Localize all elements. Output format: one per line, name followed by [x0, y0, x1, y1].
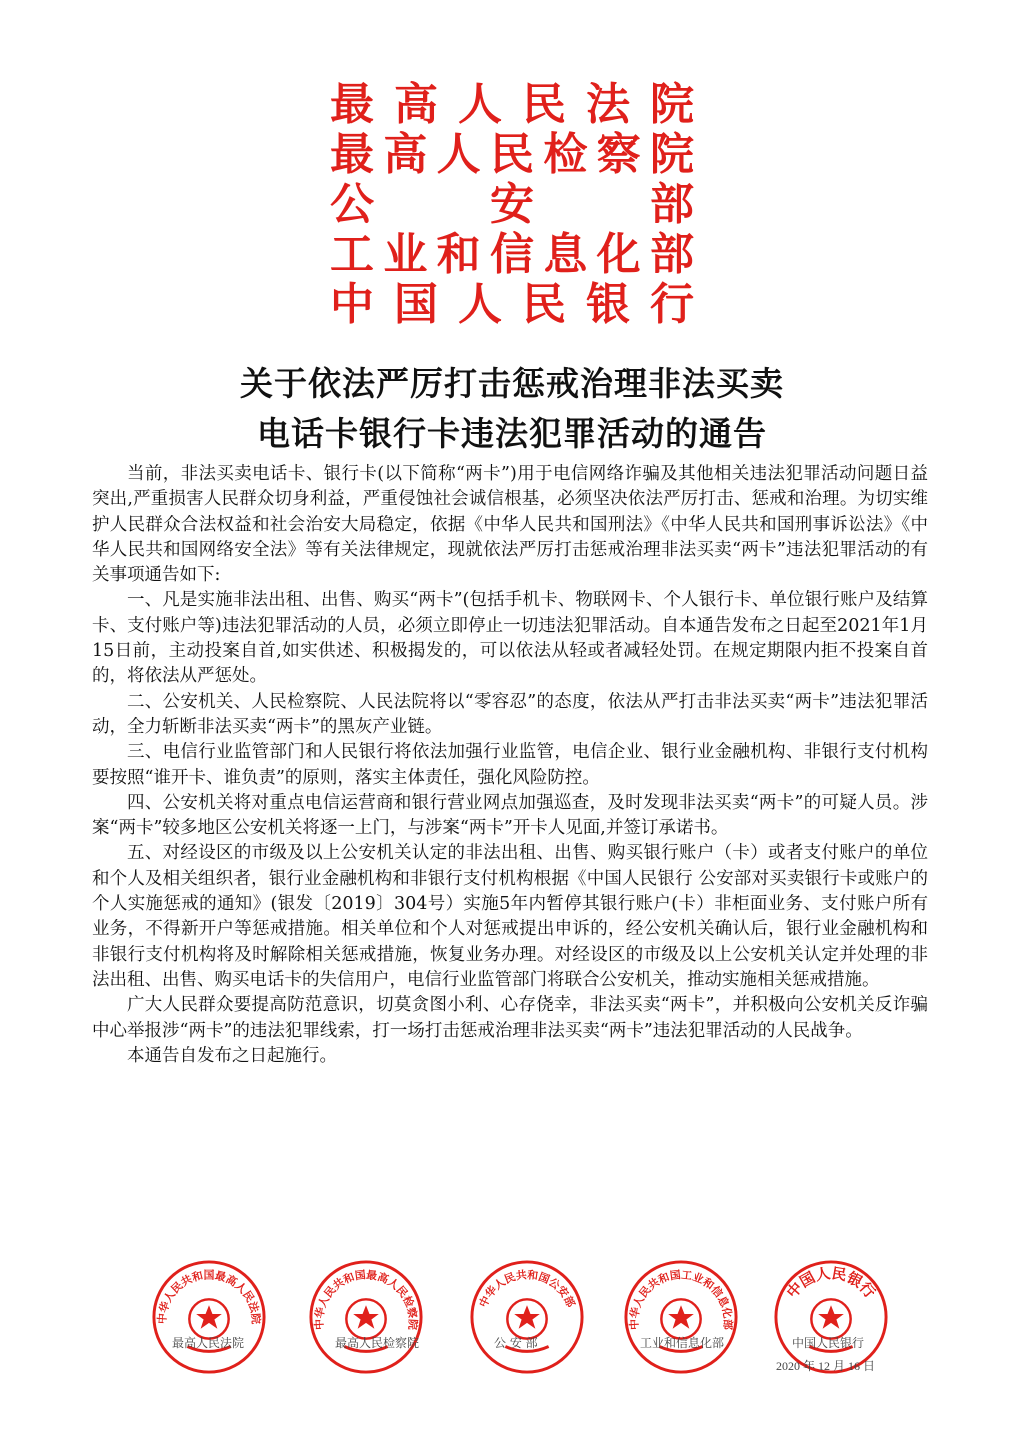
agency-char: 息	[543, 229, 588, 280]
seal-stamp-1	[150, 1258, 268, 1376]
agency-char: 人	[436, 129, 481, 180]
paragraph-intro: 当前，非法买卖电话卡、银行卡(以下简称“两卡”)用于电信网络诈骗及其他相关违法犯罪活动问题日益突出,严重损害人民群众切身利益，严重侵蚀社会诚信根基，必须坚决依法严厉打击、惩戒和治理。为切实维护人民群众合法权益和社会治安大局稳定，依据《中华人民共和国刑法》《中华人民共和国刑事诉讼法》《中华人民共和国网络安全法》等有关法律规定，现就依法严厉打击惩戒治理非法买卖“两卡”违法犯罪活动的有关事项通告如下:	[92, 464, 928, 586]
agency-name-1	[330, 80, 694, 130]
agency-char: 民	[522, 279, 566, 330]
agency-char: 信	[489, 229, 534, 280]
notice-title-line-2: 电话卡银行卡违法犯罪活动的通告	[257, 414, 767, 453]
seal-emblem-icon	[468, 1258, 586, 1376]
agency-char: 院	[649, 129, 694, 180]
agency-char: 最	[330, 79, 374, 130]
seal-stamp-2	[307, 1258, 425, 1376]
agency-char: 和	[436, 229, 481, 280]
agency-char: 部	[649, 229, 694, 280]
agency-char: 民	[522, 79, 566, 130]
agency-char: 部	[650, 179, 694, 230]
paragraph-item-4: 四、公安机关将对重点电信运营商和银行营业网点加强巡查，及时发现非法买卖“两卡”的可疑人员。涉案“两卡”较多地区公安机关将逐一上门，与涉案“两卡”开卡人见面,并签订承诺书。	[92, 792, 928, 839]
paragraph-item-1: 一、凡是实施非法出租、出售、购买“两卡”(包括手机卡、物联网卡、个人银行卡、单位银行账户及结算卡、支付账户等)违法犯罪活动的人员，必须立即停止一切违法犯罪活动。自本通告发布之日起至2021年1月15日前，主动投案自首,如实供述、积极揭发的，可以依法从轻或者减轻处罚。在规定期限内拒不投案自首的，将依法从严惩处。	[92, 590, 928, 687]
agency-char: 最	[330, 129, 374, 180]
seal-emblem-icon	[150, 1258, 268, 1376]
agency-char: 检	[543, 129, 588, 180]
agency-char: 安	[490, 179, 534, 230]
agency-char: 法	[586, 79, 630, 130]
seal-stamp-4	[622, 1258, 740, 1376]
issue-date: 2020 年 12 月 16 日	[776, 1359, 876, 1373]
agency-char: 化	[596, 229, 641, 280]
agency-char: 人	[458, 79, 502, 130]
issuing-agencies	[330, 80, 694, 330]
paragraph-item-2: 二、公安机关、人民检察院、人民法院将以“零容忍”的态度，依法从严打击非法买卖“两卡”违法犯罪活动，全力斩断非法买卖“两卡”的黑灰产业链。	[92, 691, 928, 737]
seal-label-miit: 工业和信息化部	[640, 1336, 725, 1350]
svg-text:中华人民共和国最高人民检察院: 中华人民共和国最高人民检察院	[312, 1268, 420, 1331]
paragraph-appeal: 广大人民群众要提高防范意识，切莫贪图小利、心存侥幸，非法买卖“两卡”，并积极向公安机关反诈骗中心举报涉“两卡”的违法犯罪线索，打一场打击惩戒治理非法买卖“两卡”违法犯罪活动的人民战争。	[92, 995, 928, 1041]
svg-text:中华人民共和国工业和信息化部: 中华人民共和国工业和信息化部	[627, 1268, 735, 1331]
notice-title-line-1: 关于依法严厉打击惩戒治理非法买卖	[240, 364, 784, 403]
agency-char: 国	[394, 279, 438, 330]
agency-name-3	[330, 180, 694, 230]
seal-label-procuratorate: 最高人民检察院	[335, 1336, 420, 1350]
agency-char: 业	[383, 229, 428, 280]
agency-char: 院	[650, 79, 694, 130]
agency-char: 察	[596, 129, 641, 180]
agency-char: 行	[650, 279, 694, 330]
seal-label-pboc: 中国人民银行	[792, 1336, 865, 1350]
agency-char: 民	[489, 129, 534, 180]
agency-char: 高	[394, 79, 438, 130]
svg-text:中华人民共和国最高人民法院: 中华人民共和国最高人民法院	[155, 1268, 263, 1325]
agency-char: 中	[330, 279, 374, 330]
seal-emblem-icon	[307, 1258, 425, 1376]
seal-label-public-security: 公 安 部	[494, 1336, 538, 1350]
seal-stamp-3	[468, 1258, 586, 1376]
agency-name-4	[330, 230, 694, 280]
svg-text:中华人民共和国公安部: 中华人民共和国公安部	[476, 1268, 578, 1310]
agency-name-5	[330, 280, 694, 330]
svg-text:中国人民银行: 中国人民银行	[783, 1265, 879, 1302]
agency-char: 工	[330, 229, 374, 280]
paragraph-item-5: 五、对经设区的市级及以上公安机关认定的非法出租、出售、购买银行账户（卡）或者支付账户的单位和个人及相关组织者，银行业金融机构和非银行支付机构根据《中国人民银行 公安部对买卖银行卡或账户的个人实施惩戒的通知》(银发〔2019〕304号）实施5年内暂停其银行账户(卡）非柜面业务、支付账户所有业务，不得新开户等惩戒措施。相关单位和个人对惩戒提出申诉的，经公安机关确认后，银行业金融机构和非银行支付机构将及时解除相关惩戒措施，恢复业务办理。对经设区的市级及以上公安机关认定并处理的非法出租、出售、购买电话卡的失信用户，电信行业监管部门将联合公安机关，推动实施相关惩戒措施。	[92, 843, 928, 990]
seal-emblem-icon	[622, 1258, 740, 1376]
notice-body	[92, 462, 928, 1069]
paragraph-item-3: 三、电信行业监管部门和人民银行将依法加强行业监管，电信企业、银行业金融机构、非银行支付机构要按照“谁开卡、谁负责”的原则，落实主体责任，强化风险防控。	[92, 742, 928, 788]
seal-label-supreme-court: 最高人民法院	[172, 1336, 245, 1350]
agency-char: 公	[330, 179, 374, 230]
agency-char: 人	[458, 279, 502, 330]
agency-char: 高	[383, 129, 428, 180]
paragraph-effective: 本通告自发布之日起施行。	[127, 1045, 337, 1066]
agency-char: 银	[586, 279, 630, 330]
agency-name-2	[330, 130, 694, 180]
